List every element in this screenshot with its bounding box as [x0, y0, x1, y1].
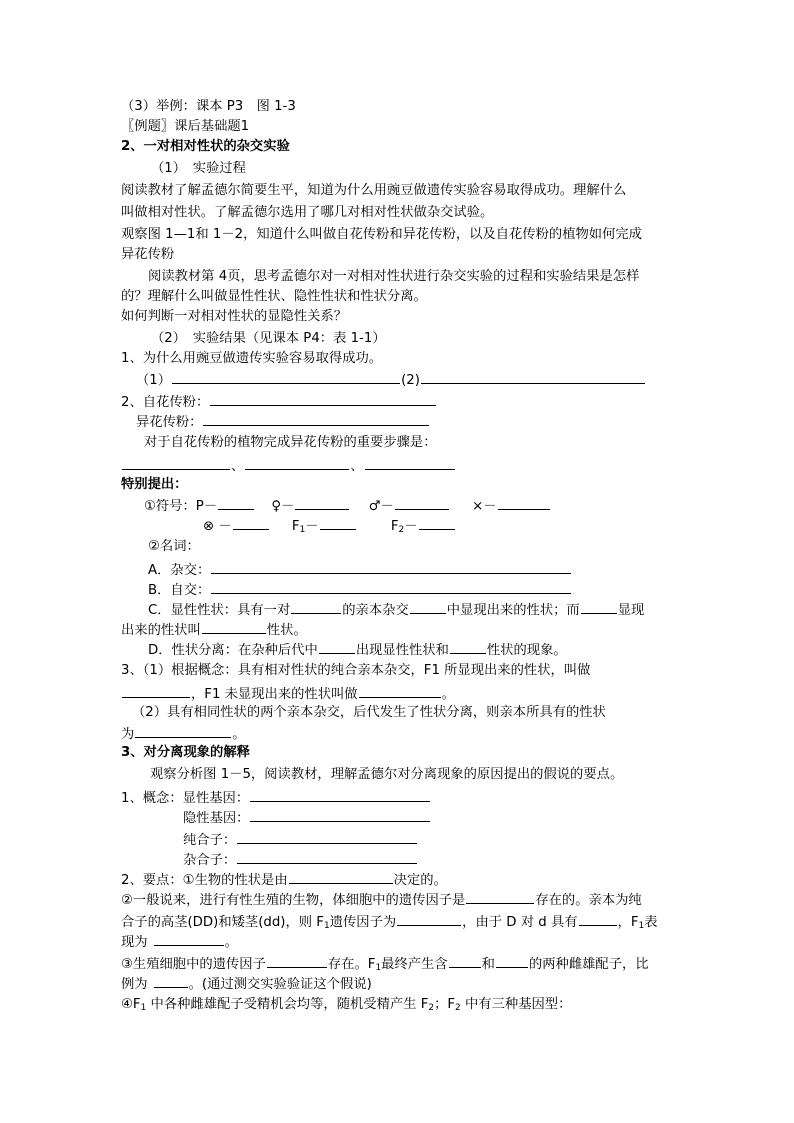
question-line: （2）具有相同性状的两个亲本杂交，后代发生了性状分离，则亲本所具有的性状	[132, 705, 606, 720]
answer-blank[interactable]	[450, 640, 486, 654]
answer-blank[interactable]	[202, 620, 266, 634]
answer-blank[interactable]	[419, 516, 455, 530]
text-segment: 。(通过测交实验验证这个假说)	[188, 977, 372, 992]
answer-row	[121, 870, 447, 889]
answer-blank[interactable]	[581, 600, 617, 614]
answer-blank[interactable]	[233, 516, 269, 530]
text-segment: 例为	[121, 977, 148, 992]
answer-blank[interactable]	[211, 580, 571, 594]
text-segment: ；F	[434, 997, 456, 1012]
answer-blank[interactable]	[397, 912, 461, 926]
answer-row	[144, 496, 551, 515]
text-segment: 2、要点：①生物的性状是由	[121, 873, 288, 888]
answer-blank[interactable]	[395, 496, 449, 510]
text-segment: 。	[441, 687, 455, 702]
answer-blank[interactable]	[203, 412, 429, 426]
answer-blank[interactable]	[250, 788, 430, 802]
answer-blank[interactable]	[365, 456, 455, 470]
answer-row	[121, 932, 238, 951]
text-segment: 中各种雌雄配子受精机会均等，随机受精产生 F	[146, 997, 429, 1012]
text-segment: 存在的。亲本为纯	[535, 893, 642, 908]
answer-blank[interactable]	[289, 870, 393, 884]
text-segment: 出来的性状叫	[121, 623, 201, 638]
answer-blank[interactable]	[291, 600, 341, 614]
text-line: （3）举例：课本 P3 图 1-3	[121, 99, 296, 114]
answer-row	[183, 850, 418, 869]
text-segment: ，F1 未显现出来的性状叫做	[191, 687, 358, 702]
text-segment: 中显现出来的性状；而	[446, 603, 580, 618]
text-line: 阅读教材了解孟德尔简要生平，知道为什么用豌豆做遗传实验容易取得成功。理解什么	[121, 183, 627, 198]
answer-row	[136, 370, 646, 389]
subsection-heading: （1） 实验过程	[151, 161, 246, 176]
symbol-label: ×－	[472, 499, 497, 514]
text-line: ②名词：	[148, 539, 200, 554]
text-segment: 。	[224, 935, 238, 950]
text-segment: ③生殖细胞中的遗传因子	[121, 957, 266, 972]
symbol-label: ⊗ －	[203, 519, 232, 534]
answer-blank[interactable]	[320, 516, 356, 530]
answer-row	[148, 640, 567, 659]
text-line: 如何判断一对相对性状的显隐性关系？	[121, 309, 348, 324]
answer-label: 2、自花传粉：	[121, 395, 210, 410]
text-segment: C．显性性状：具有一对	[148, 603, 291, 618]
text-segment: 遗传因子为	[329, 915, 397, 930]
answer-row	[121, 684, 455, 703]
subscript: 1	[140, 1003, 147, 1013]
text-segment: 中有三种基因型：	[460, 997, 572, 1012]
subscript: 1	[323, 921, 330, 931]
answer-row	[121, 788, 431, 807]
symbol-label: －	[404, 519, 418, 534]
answer-blank[interactable]	[496, 954, 528, 968]
section-heading: 2、一对相对性状的杂交实验	[121, 139, 290, 154]
separator: 、	[350, 459, 364, 474]
answer-row	[136, 412, 430, 431]
answer-blank[interactable]	[211, 560, 571, 574]
subscript: 1	[638, 921, 645, 931]
text-segment: 最终产生含	[381, 957, 448, 972]
answer-row	[121, 724, 246, 743]
subscript: 1	[375, 963, 382, 973]
subscript: 2	[398, 525, 405, 535]
answer-row	[121, 392, 437, 411]
answer-label: (2)	[401, 373, 420, 388]
subscript: 1	[299, 525, 306, 535]
answer-label: 1、概念：显性基因：	[121, 791, 250, 806]
answer-row	[148, 600, 644, 619]
text-segment: 为	[121, 727, 135, 742]
text-segment: 合子的高茎(DD)和矮茎(dd)，则 F	[121, 915, 324, 930]
separator: 、	[231, 459, 245, 474]
question-line: 3、（1）根据概念：具有相对性状的纯合亲本杂交，F1 所显现出来的性状，叫做	[121, 663, 591, 678]
answer-label: 杂合子：	[183, 853, 237, 868]
answer-blank[interactable]	[210, 392, 436, 406]
symbol-label: ♀－	[271, 499, 295, 514]
answer-blank[interactable]	[579, 912, 617, 926]
text-segment: ②一般说来，进行有性生殖的生物，体细胞中的遗传因子是	[121, 893, 466, 908]
subsection-heading: （2） 实验结果（见课本 P4：表 1-1）	[151, 331, 386, 346]
answer-row	[121, 456, 456, 475]
symbol-label: －	[305, 519, 319, 534]
answer-blank[interactable]	[449, 954, 481, 968]
text-segment: 性状。	[266, 623, 307, 638]
answer-blank[interactable]	[410, 600, 446, 614]
answer-blank[interactable]	[237, 830, 417, 844]
answer-blank[interactable]	[122, 684, 190, 698]
answer-blank[interactable]	[319, 640, 355, 654]
answer-row	[121, 620, 307, 639]
answer-blank[interactable]	[295, 496, 349, 510]
answer-blank[interactable]	[172, 370, 400, 384]
answer-blank[interactable]	[498, 496, 550, 510]
text-line: 异花传粉	[121, 247, 175, 262]
text-line: 叫做相对性状。了解孟德尔选用了哪几对相对性状做杂交试验。	[121, 205, 494, 220]
text-line: 〖例题〗课后基础题1	[121, 119, 250, 134]
question-line: 1、为什么用豌豆做遗传实验容易取得成功。	[121, 351, 383, 366]
answer-label: 纯合子：	[183, 833, 237, 848]
text-segment: ，由于 D 对 d 具有	[462, 915, 578, 930]
text-segment: 决定的。	[393, 873, 447, 888]
answer-row	[148, 560, 572, 579]
answer-row	[121, 974, 372, 993]
symbol-label: ①符号：P－	[144, 499, 218, 514]
subscript: 2	[455, 1003, 461, 1013]
text-segment: 表	[644, 915, 658, 930]
answer-label: （1）	[136, 373, 172, 388]
text-segment: D．性状分离：在杂种后代中	[148, 643, 318, 658]
text-segment: 。	[232, 727, 246, 742]
text-segment: ④F	[121, 997, 141, 1012]
text-line	[121, 996, 571, 1017]
answer-blank[interactable]	[421, 370, 645, 384]
answer-label: B．自交：	[148, 583, 211, 598]
answer-row	[203, 516, 456, 539]
answer-blank[interactable]	[359, 684, 441, 698]
text-segment: 性状的现象。	[486, 643, 567, 658]
text-line: 观察图 1—1和 1－2，知道什么叫做自花传粉和异花传粉，以及自花传粉的植物如何完成	[121, 227, 642, 242]
section-heading: 3、对分离现象的解释	[121, 745, 250, 760]
answer-blank[interactable]	[218, 496, 254, 510]
text-line: 阅读教材第 4页，思考孟德尔对一对相对性状进行杂交实验的过程和实验结果是怎样	[148, 269, 640, 284]
text-segment: ，F	[617, 915, 639, 930]
answer-blank[interactable]	[267, 954, 327, 968]
text-line: 对于自花传粉的植物完成异花传粉的重要步骤是：	[144, 435, 437, 450]
answer-blank[interactable]	[122, 456, 230, 470]
text-line: 观察分析图 1－5，阅读教材，理解孟德尔对分离现象的原因提出的假说的要点。	[150, 767, 624, 782]
section-heading: 特别提出：	[121, 477, 188, 492]
answer-blank[interactable]	[250, 808, 430, 822]
answer-row	[183, 808, 431, 827]
subscript: 2	[428, 1003, 435, 1013]
answer-label: 异花传粉：	[136, 415, 203, 430]
text-segment: 现为	[121, 935, 148, 950]
answer-blank[interactable]	[466, 890, 534, 904]
answer-blank[interactable]	[154, 932, 224, 946]
answer-blank[interactable]	[245, 456, 349, 470]
answer-label: A．杂交：	[148, 563, 211, 578]
text-segment: 的两种雌雄配子，比	[528, 957, 649, 972]
text-segment: 显现	[617, 603, 645, 618]
text-segment: 和	[481, 957, 495, 972]
answer-label: 隐性基因：	[183, 811, 250, 826]
text-segment: 出现显性性状和	[355, 643, 449, 658]
symbol-label: F	[291, 519, 300, 534]
answer-row	[121, 890, 642, 909]
answer-blank[interactable]	[135, 724, 231, 738]
text-segment: 存在。F	[327, 957, 376, 972]
answer-blank[interactable]	[237, 850, 417, 864]
symbol-label: F	[390, 519, 399, 534]
text-line: 的？理解什么叫做显性性状、隐性性状和性状分离。	[121, 289, 427, 304]
text-segment: 的亲本杂交	[342, 603, 409, 618]
symbol-label: ♂－	[368, 499, 394, 514]
answer-row	[183, 830, 418, 849]
answer-row	[148, 580, 572, 599]
answer-blank[interactable]	[154, 974, 188, 988]
